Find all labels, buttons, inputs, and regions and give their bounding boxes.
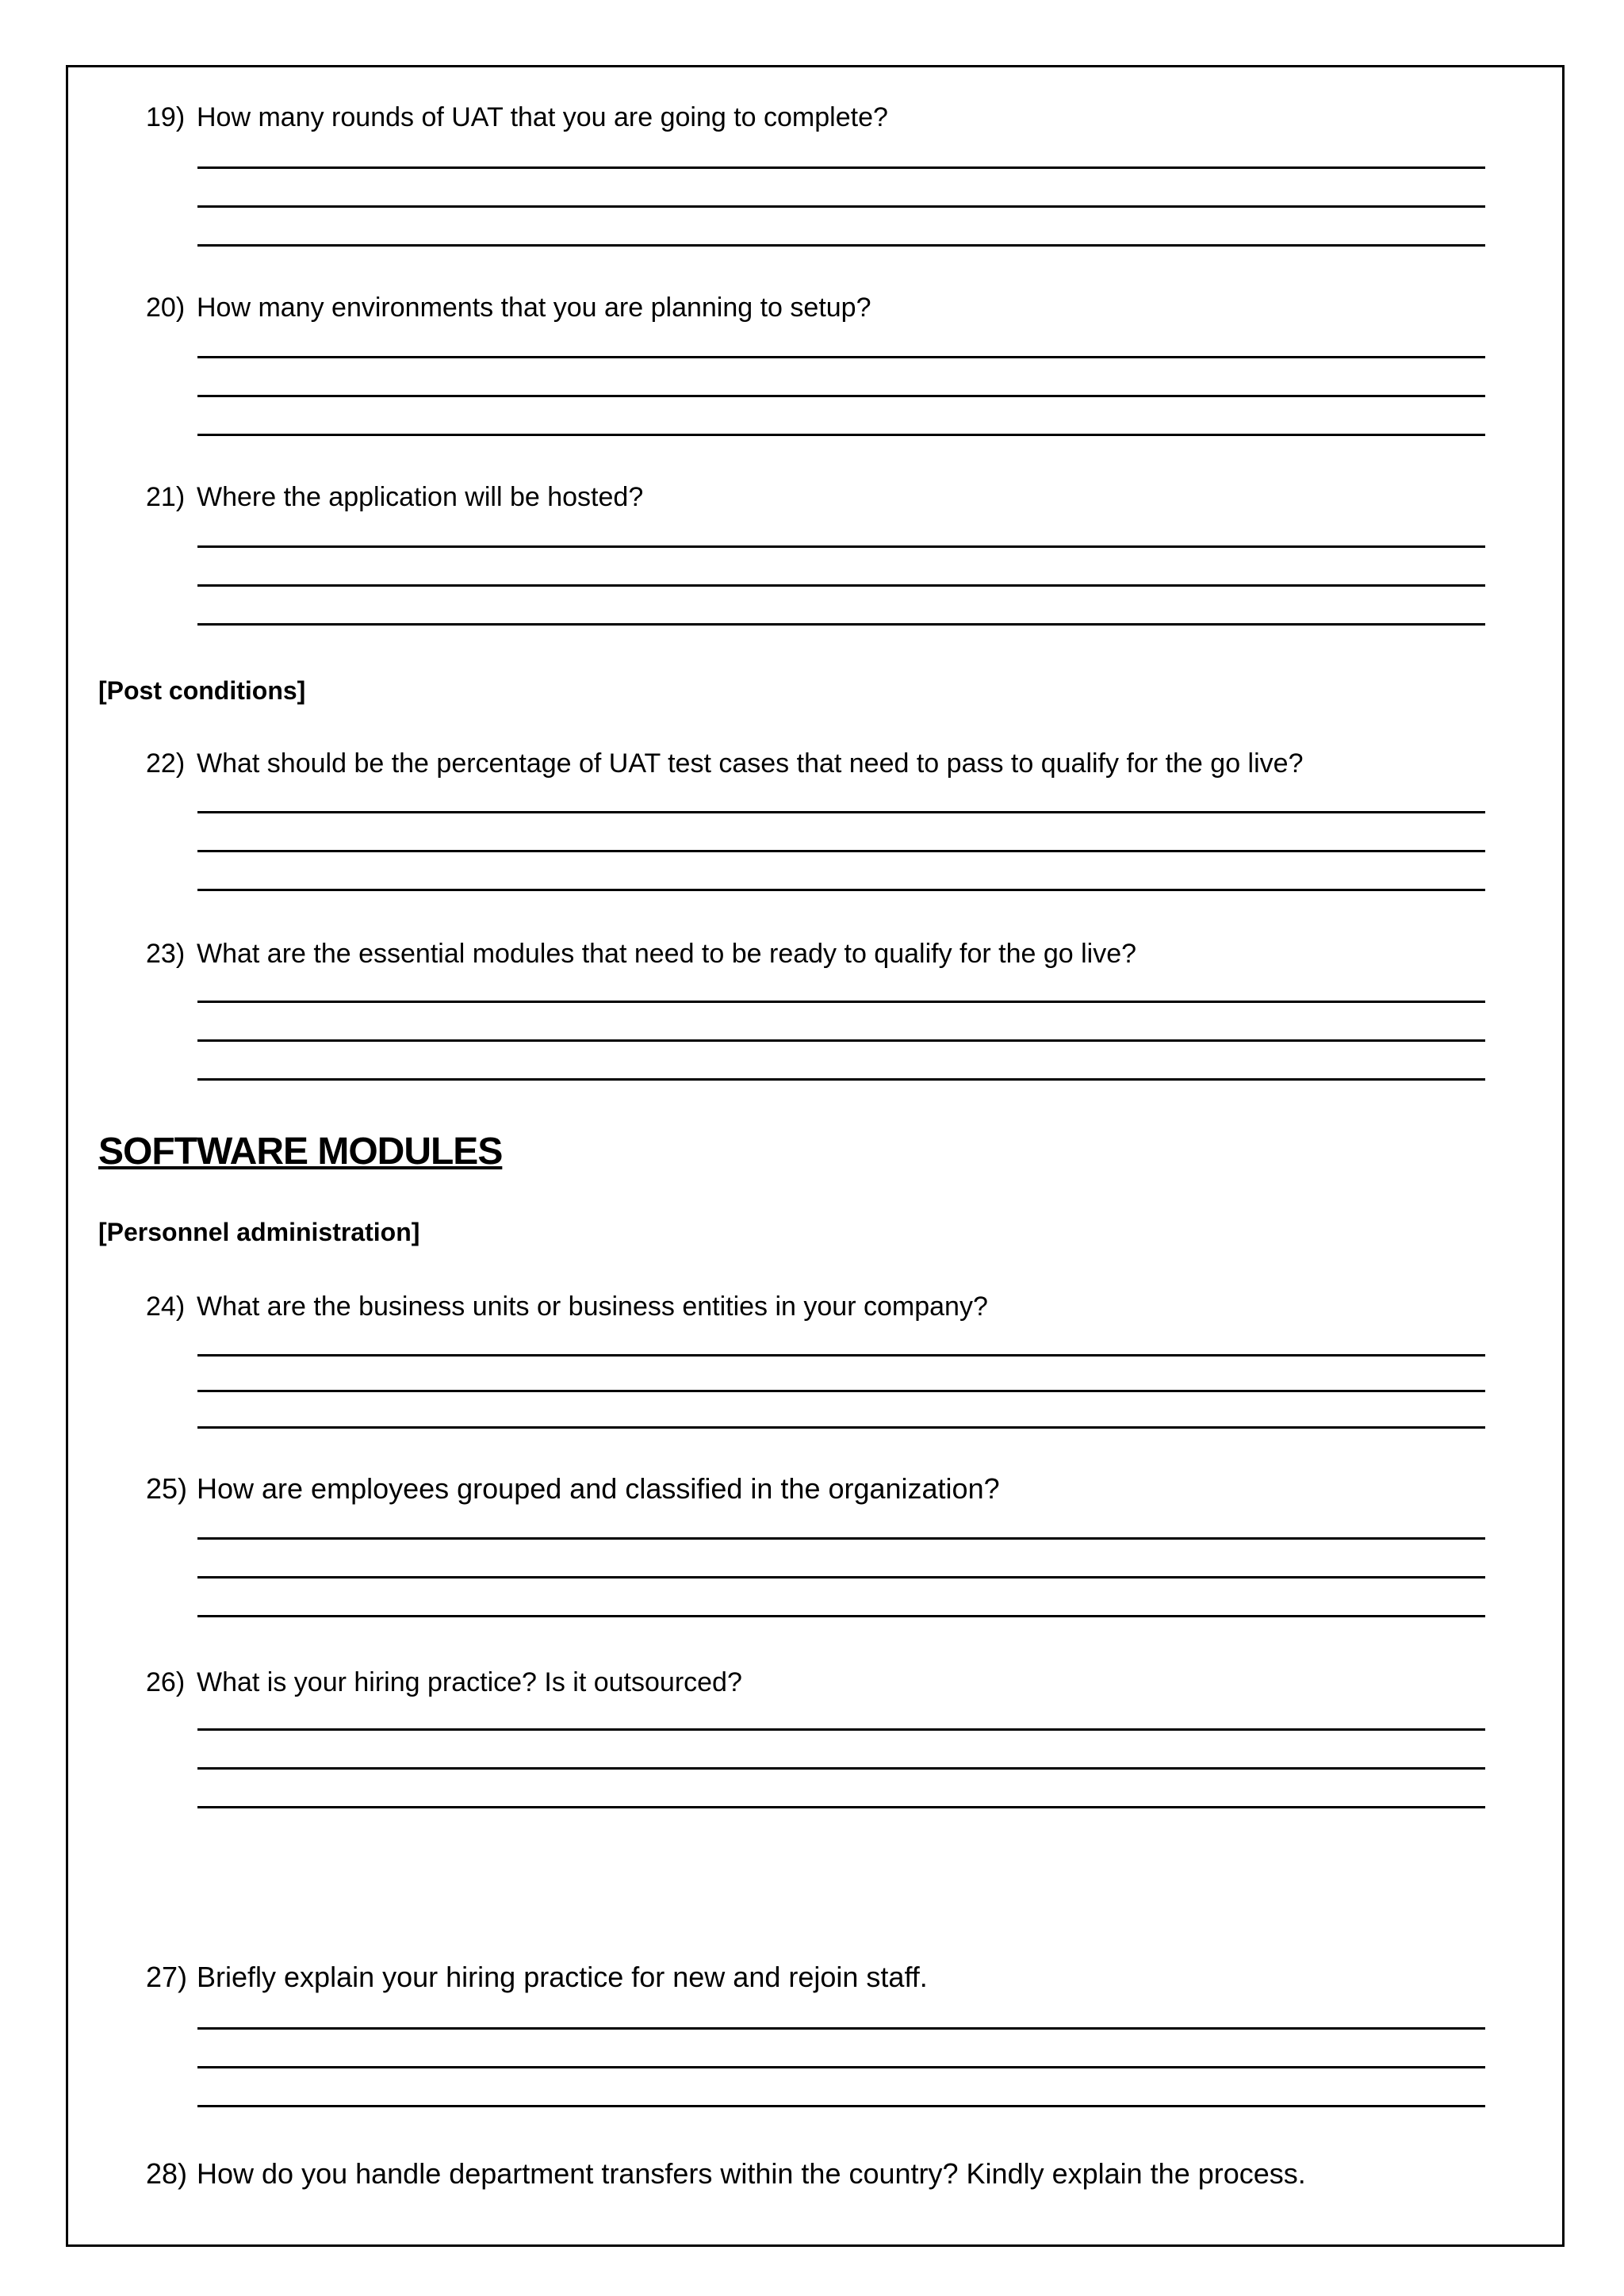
- answer-line[interactable]: [197, 434, 1485, 436]
- question-number: 22): [146, 748, 186, 779]
- answer-line[interactable]: [197, 811, 1485, 813]
- answer-line[interactable]: [197, 205, 1485, 208]
- question-22: [146, 748, 1303, 779]
- answer-line[interactable]: [197, 584, 1485, 587]
- question-text: What are the essential modules that need to be ready to qualify for the go live?: [197, 939, 1137, 969]
- answer-line[interactable]: [197, 1767, 1485, 1770]
- answer-line[interactable]: [197, 545, 1485, 548]
- question-text: Briefly explain your hiring practice for new and rejoin staff.: [197, 1961, 928, 1993]
- question-number: 19): [146, 102, 186, 132]
- answer-line[interactable]: [197, 166, 1485, 169]
- subsection-title-post-conditions: [Post conditions]: [98, 676, 306, 705]
- answer-line[interactable]: [197, 1426, 1485, 1429]
- question-text: What should be the percentage of UAT test cases that need to pass to qualify for the go live?: [197, 748, 1304, 779]
- answer-line[interactable]: [197, 1537, 1485, 1540]
- answer-line[interactable]: [197, 2027, 1485, 2030]
- question-number: 26): [146, 1667, 186, 1697]
- answer-line[interactable]: [197, 1390, 1485, 1392]
- answer-line[interactable]: [197, 1078, 1485, 1081]
- question-23: [146, 938, 1136, 970]
- question-text: What is your hiring practice? Is it outsourced?: [197, 1667, 742, 1697]
- answer-line[interactable]: [197, 2066, 1485, 2068]
- question-text: How do you handle department transfers within the country? Kindly explain the process.: [197, 2157, 1306, 2190]
- answer-line[interactable]: [197, 356, 1485, 358]
- subsection-title-personnel-administration: [Personnel administration]: [98, 1218, 420, 1246]
- question-25: [146, 1473, 1000, 1505]
- question-20: [146, 292, 871, 323]
- answer-line[interactable]: [197, 850, 1485, 852]
- question-24: [146, 1291, 988, 1322]
- question-19: [146, 101, 888, 133]
- answer-line[interactable]: [197, 1039, 1485, 1042]
- question-number: 23): [146, 939, 186, 969]
- answer-line[interactable]: [197, 1728, 1485, 1731]
- question-number: 21): [146, 482, 186, 512]
- section-heading-software-modules: SOFTWARE MODULES: [98, 1131, 503, 1173]
- question-number: 25): [146, 1472, 188, 1505]
- answer-line[interactable]: [197, 1615, 1485, 1617]
- question-text: Where the application will be hosted?: [197, 482, 644, 512]
- answer-line[interactable]: [197, 1806, 1485, 1808]
- question-28: [146, 2158, 1306, 2190]
- answer-line[interactable]: [197, 1576, 1485, 1578]
- question-21: [146, 481, 643, 513]
- answer-line[interactable]: [197, 1001, 1485, 1003]
- answer-line[interactable]: [197, 623, 1485, 626]
- question-text: How are employees grouped and classified in the organization?: [197, 1472, 1000, 1505]
- answer-line[interactable]: [197, 1354, 1485, 1357]
- question-27: [146, 1961, 928, 1993]
- answer-line[interactable]: [197, 395, 1485, 397]
- answer-line[interactable]: [197, 2105, 1485, 2107]
- question-26: [146, 1667, 742, 1698]
- question-number: 20): [146, 293, 186, 323]
- answer-line[interactable]: [197, 244, 1485, 247]
- question-text: What are the business units or business entities in your company?: [197, 1292, 988, 1322]
- answer-line[interactable]: [197, 889, 1485, 891]
- question-number: 28): [146, 2157, 188, 2190]
- question-number: 24): [146, 1292, 186, 1322]
- question-text: How many environments that you are planning to setup?: [197, 293, 871, 323]
- question-number: 27): [146, 1961, 188, 1993]
- question-text: How many rounds of UAT that you are going to complete?: [197, 102, 888, 132]
